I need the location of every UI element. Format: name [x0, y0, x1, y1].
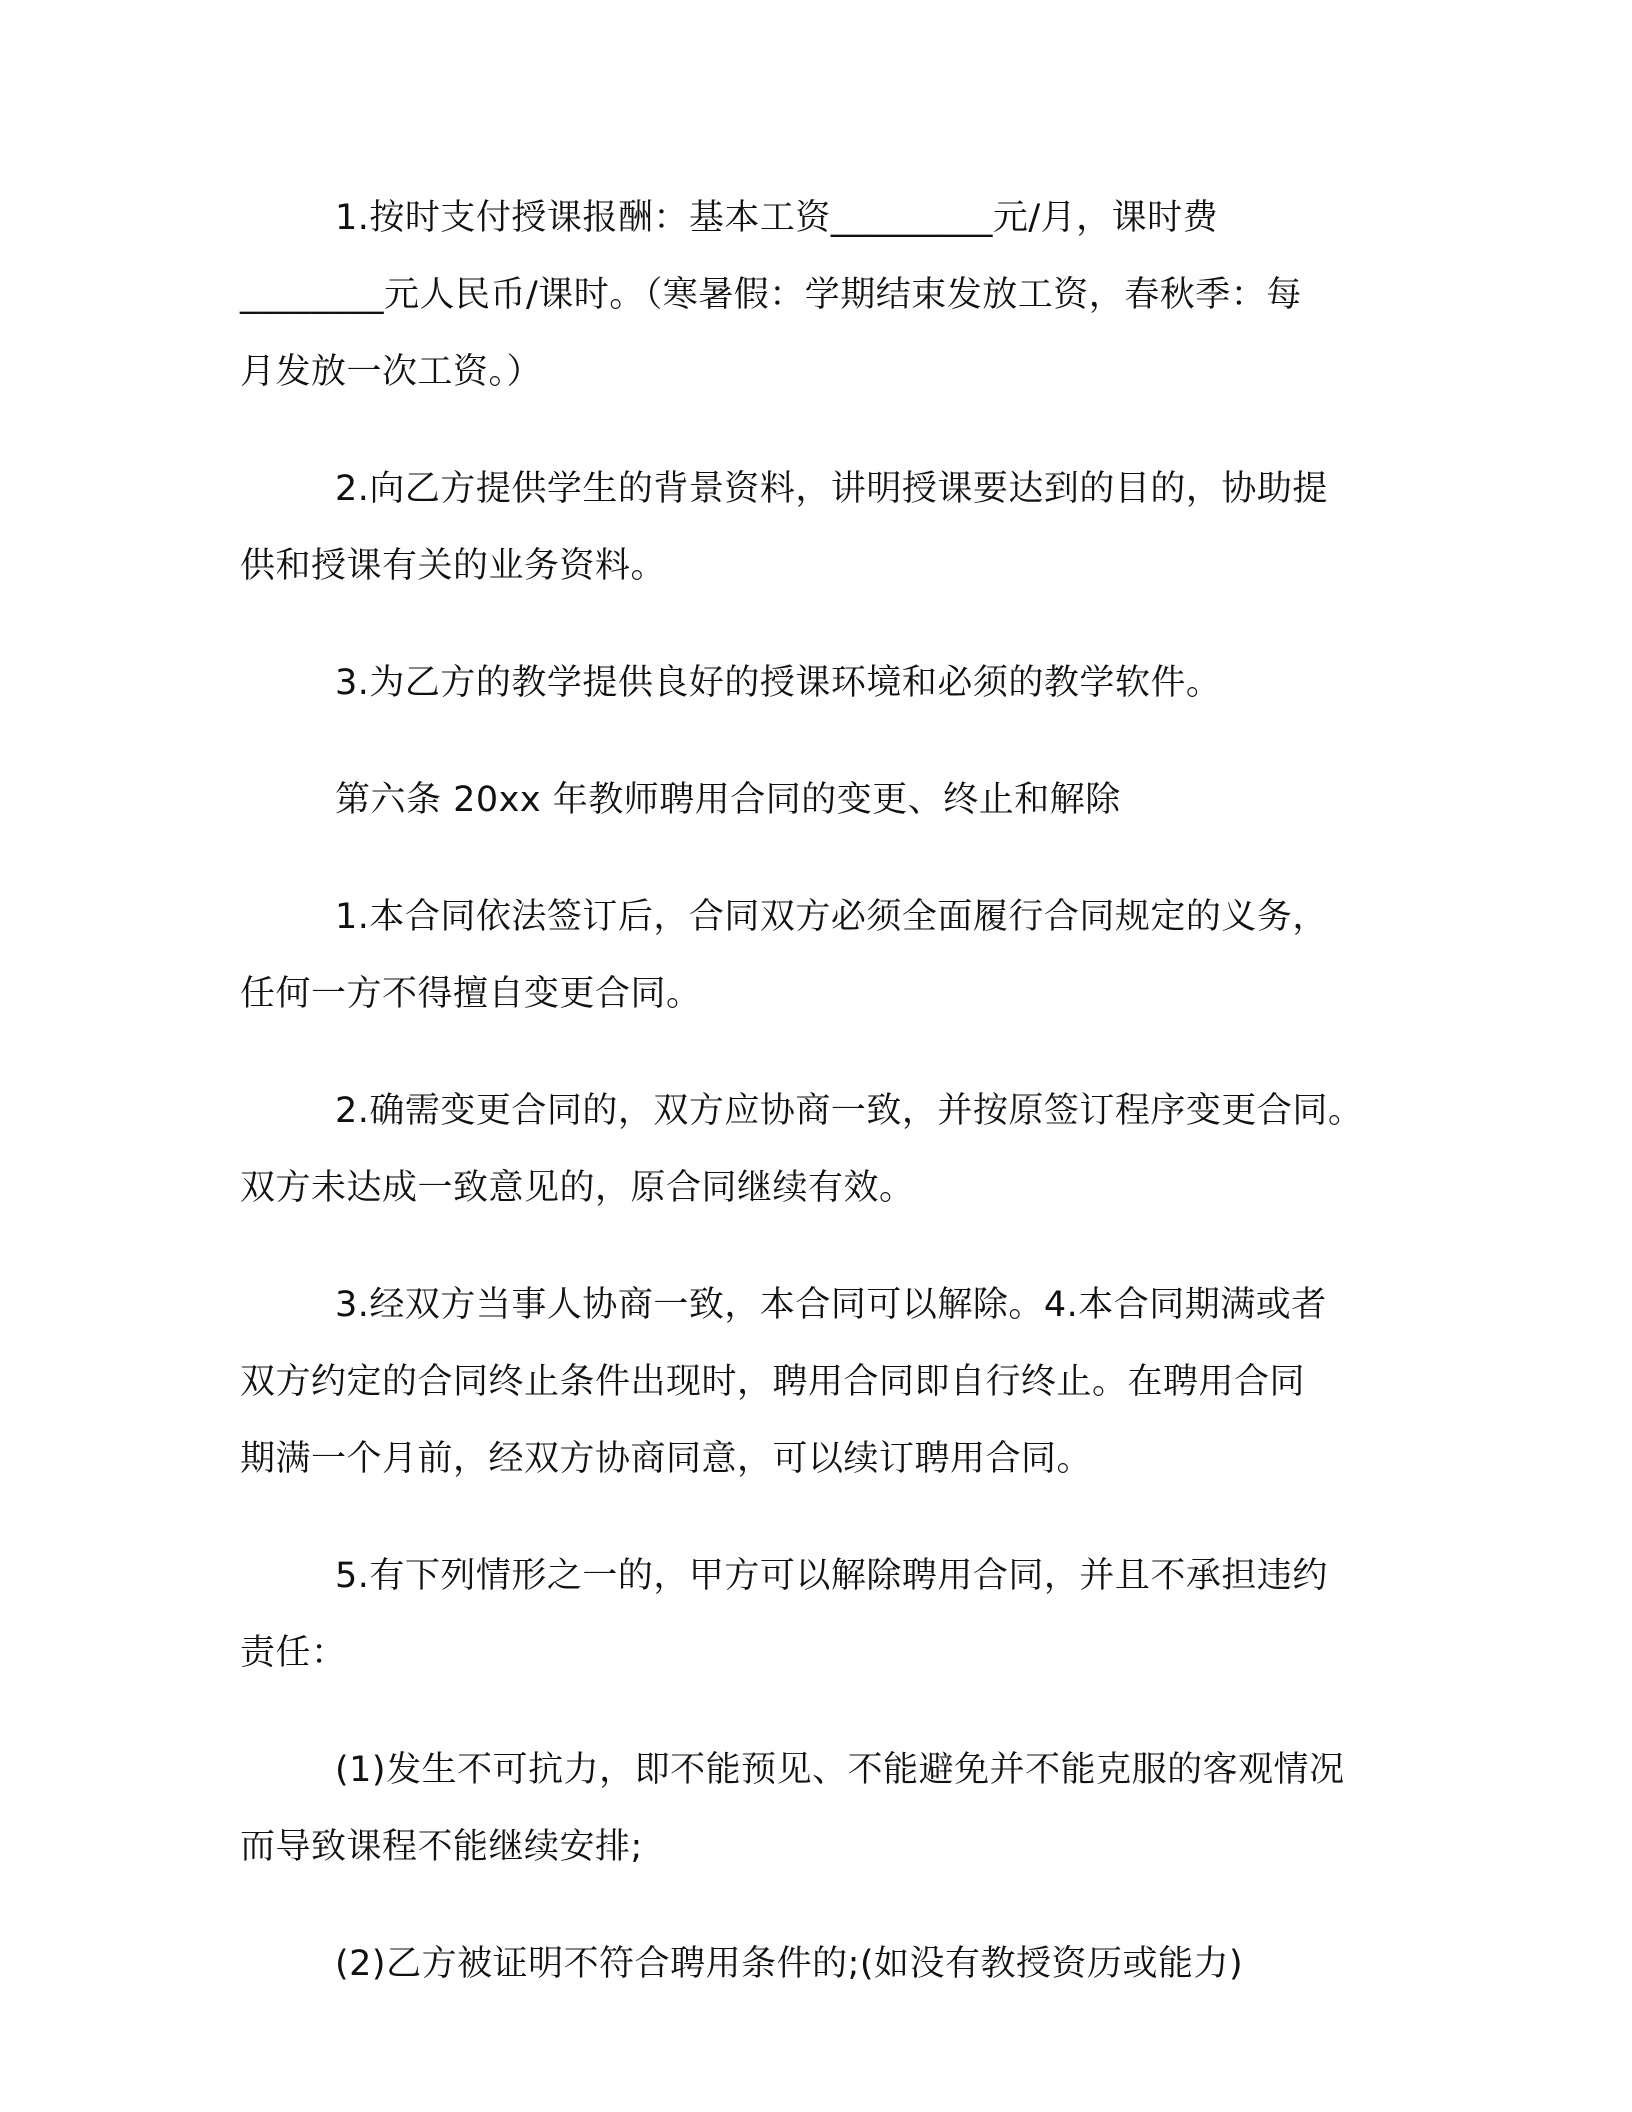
- paragraph-line: 责任：: [240, 1633, 347, 1673]
- paragraph-payment: [240, 180, 1400, 411]
- section-heading-text: 第六条 20xx 年教师聘用合同的变更、终止和解除: [335, 780, 1121, 820]
- document-body: [240, 180, 1400, 2043]
- paragraph-line: 3.经双方当事人协商一致，本合同可以解除。4.本合同期满或者: [335, 1285, 1327, 1325]
- paragraph-line: 供和授课有关的业务资料。: [240, 546, 667, 586]
- paragraph-dismissal-conditions: [240, 1538, 1400, 1692]
- paragraph-line: 2.确需变更合同的，双方应协商一致，并按原签订程序变更合同。: [335, 1091, 1364, 1131]
- paragraph-contract-obligation: [240, 879, 1400, 1033]
- paragraph-line: 任何一方不得擅自变更合同。: [240, 974, 702, 1014]
- paragraph-line: 3.为乙方的教学提供良好的授课环境和必须的教学软件。: [335, 663, 1222, 703]
- paragraph-line: 期满一个月前，经双方协商同意，可以续订聘用合同。: [240, 1439, 1093, 1479]
- paragraph-unqualified: [240, 1926, 1400, 2003]
- paragraph-line: 1.本合同依法签订后，合同双方必须全面履行合同规定的义务，: [335, 897, 1328, 937]
- paragraph-line: 而导致课程不能继续安排;: [240, 1827, 643, 1867]
- paragraph-line: 月发放一次工资。）: [240, 352, 543, 392]
- paragraph-contract-change: [240, 1073, 1400, 1227]
- paragraph-line: 双方未达成一致意见的，原合同继续有效。: [240, 1168, 915, 1208]
- paragraph-contract-termination: [240, 1267, 1400, 1498]
- paragraph-line: 2.向乙方提供学生的背景资料，讲明授课要达到的目的，协助提: [335, 469, 1328, 509]
- paragraph-line: 1.按时支付授课报酬：基本工资_________元/月，课时费: [335, 198, 1219, 238]
- paragraph-line: (1)发生不可抗力，即不能预见、不能避免并不能克服的客观情况: [335, 1750, 1345, 1790]
- paragraph-line: 5.有下列情形之一的，甲方可以解除聘用合同，并且不承担违约: [335, 1556, 1328, 1596]
- section-heading-article-6: [240, 762, 1400, 839]
- paragraph-force-majeure: [240, 1732, 1400, 1886]
- paragraph-line: 双方约定的合同终止条件出现时，聘用合同即自行终止。在聘用合同: [240, 1362, 1306, 1402]
- paragraph-line: ________元人民币/课时。（寒暑假：学期结束发放工资，春秋季：每: [240, 275, 1302, 315]
- paragraph-line: (2)乙方被证明不符合聘用条件的;(如没有教授资历或能力): [335, 1944, 1244, 1984]
- paragraph-teaching-environment: [240, 645, 1400, 722]
- paragraph-student-materials: [240, 451, 1400, 605]
